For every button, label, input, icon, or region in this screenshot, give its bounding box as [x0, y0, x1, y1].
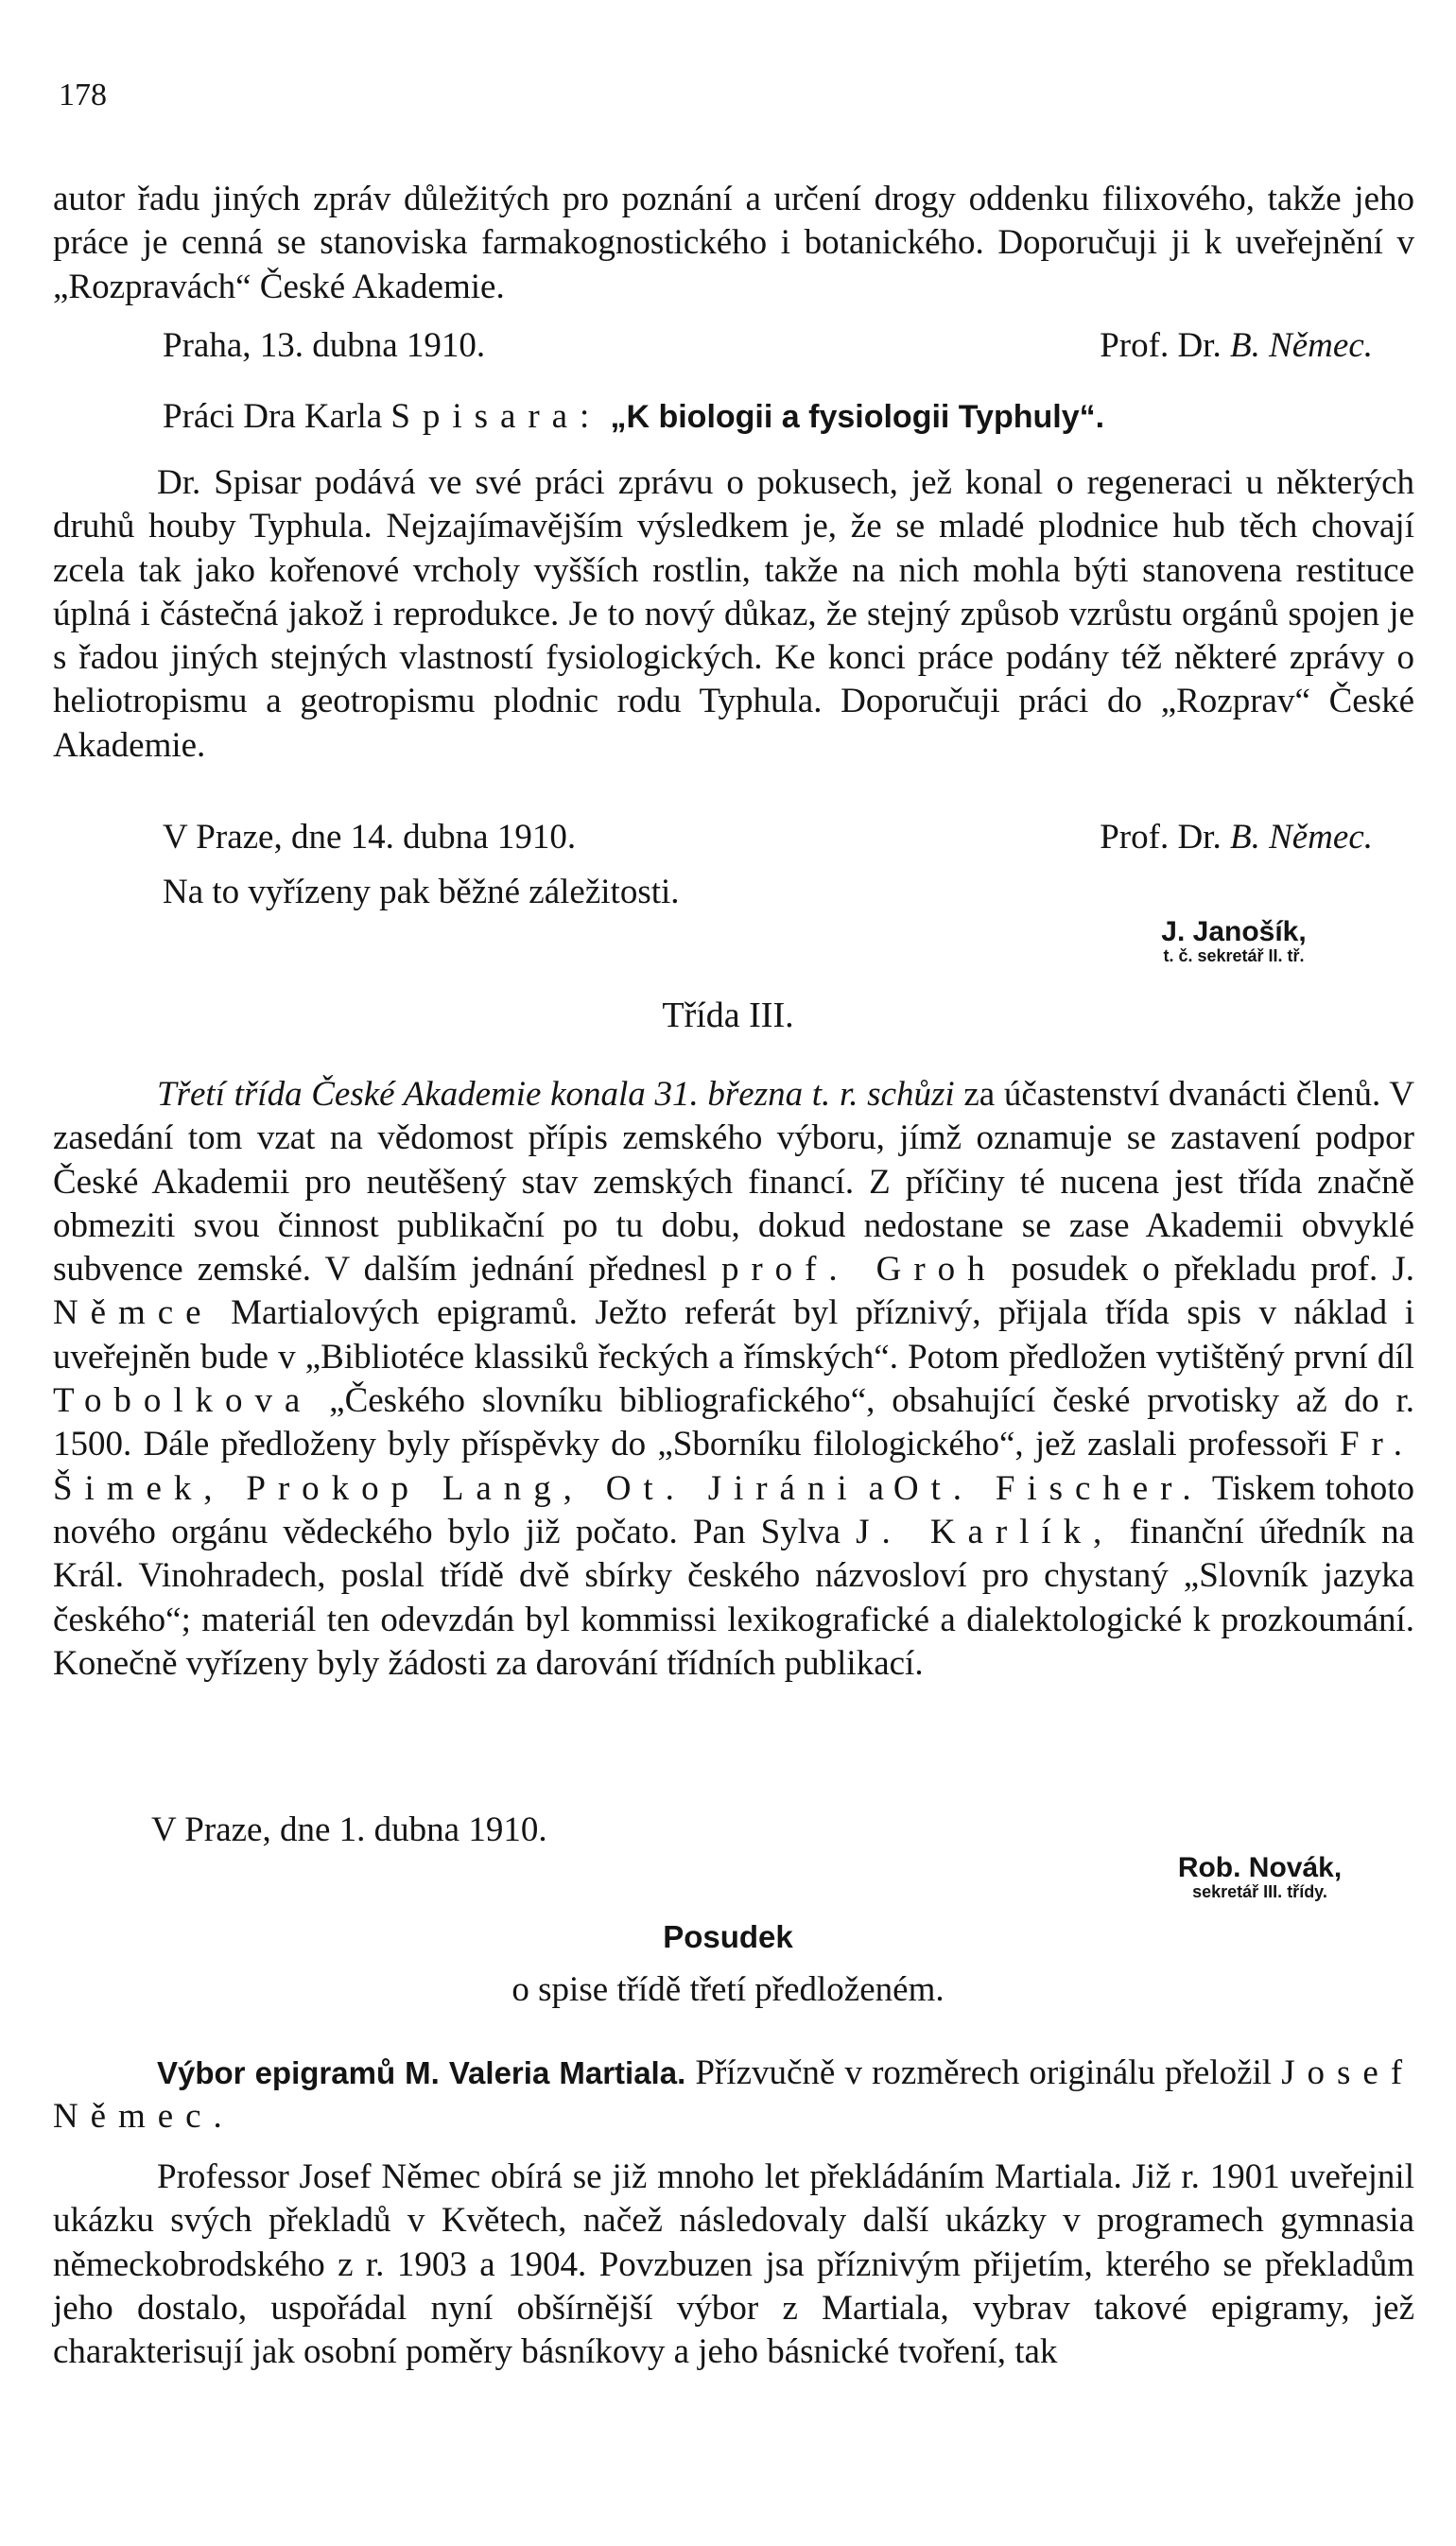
secretary-1-role: t. č. sekretář II. tř. [1163, 945, 1305, 965]
review-body: Professor Josef Němec obírá se již mnoho let překládáním Martiala. Již r. 1901 uveřejnil ukázku svých překladů v Květech, načež následovaly další ukázky v programech gymnasia německobrodského z r. 1903 a 1904. Povzbuzen jsa příznivým přijetím, kterého se překladům jeho dostalo, uspořádal nyní obšírnější výbor z Martiala, vybrav takové epigramy, jež charakterisují jak osobní poměry básníkovy a jeho básnické tvoření, tak [53, 2157, 1414, 2372]
review-heading: Posudek [663, 1919, 793, 1954]
secretary-1-name: J. Janošík, [1161, 916, 1307, 947]
class3-text-c: Martialových epigramů. Ježto referát byl příznivý, přijala třída spis v náklad i uveřejněn bude v „Bibliotéce klassiků řeckých a římských“. Potom předložen vytištěný první díl [53, 1293, 1414, 1377]
signature-1-name: B. Němec. [1229, 326, 1373, 365]
class3-text-d: „Českého slovníku bibliografického“, obsahující české prvotisky až do r. 1500. Dále předloženy byly příspěvky do „Sborníku filologického“, jež zaslali professoři [53, 1381, 1414, 1464]
class3-lead: Třetí třída České Akademie konala 31. března t. r. schůzi [157, 1075, 955, 1114]
signature-1-title: Prof. Dr. [1100, 326, 1222, 365]
signature-2-name: B. Němec. [1229, 818, 1373, 857]
class3-text-f: Tiskem tohoto nového orgánu vědeckého bylo již počato. Pan Sylva [53, 1468, 1414, 1551]
class3-groh: prof. Groh [720, 1250, 997, 1290]
secretary-2-name: Rob. Novák, [1177, 1852, 1343, 1883]
class3-nemec: Němce [53, 1293, 214, 1333]
review-work-paragraph [53, 2052, 1414, 2139]
spisar-work-title: „K biologii a fysiologii Typhuly“. [610, 399, 1105, 435]
class3-paragraph [53, 1073, 1414, 1686]
secretary-2-signature [1130, 1853, 1390, 1900]
class-heading: Třída III. [662, 996, 794, 1035]
intro-paragraph: autor řadu jiných zpráv důležitých pro poznání a určení drogy oddenku filixového, takže jeho práce je cenná se stanoviska farmakognostického i botanického. Doporučuji ji k uveřejnění v „Rozpravách“ České Akademie. [53, 180, 1414, 306]
page-number: 178 [59, 78, 107, 113]
spisar-title-line [163, 395, 1373, 439]
review-work-desc: Přízvučně v rozměrech originálu přeložil [685, 2053, 1282, 2092]
secretary-1-signature [1097, 917, 1371, 964]
class3-karlik: J. Karlík, [856, 1512, 1115, 1551]
signature-line-3: V Praze, dne 1. dubna 1910. [151, 1810, 547, 1849]
spisar-lead: Práci Dra Karla [163, 397, 383, 436]
signature-2-title: Prof. Dr. [1100, 818, 1222, 857]
class3-simek: Fr. Šimek, Prokop Lang, Ot. Jiráni [53, 1425, 1414, 1508]
review-subheading: o spise třídě třetí předloženém. [511, 1970, 945, 2009]
closing-line-1: Na to vyřízeny pak běžné záležitosti. [163, 873, 680, 911]
class3-fischer: Ot. Fischer. [893, 1468, 1204, 1508]
review-work-title: Výbor epigramů M. Valeria Martiala. [157, 2055, 686, 2090]
review-translator: Josef Němec. [53, 2053, 1414, 2137]
spisar-body: Dr. Spisar podává ve své práci zprávu o pokusech, jež konal o regeneraci u některých druhů houby Typhula. Nejzajímavějším výsledkem je, že se mladé plodnice hub těch chovají zcela tak jako kořenové vrcholy vyšších rostlin, takže na nich mohla býti stanovena restituce úplná i částečná jakož i reprodukce. Je to nový důkaz, že stejný způsob vzrůstu orgánů spojen je s řadou jiných stejných vlastností fysiologických. Ke konci práce podány též některé zprávy o heliotropismu a geotropismu plodnic rodu Typhula. Doporučuji práci do „Rozprav“ České Akademie. [53, 463, 1414, 765]
class3-text-e: a [858, 1468, 893, 1508]
class3-text-a: za účastenství dvanácti členů. V zasedání tom vzat na vědomost přípis zemského výboru, jímž oznamuje se zastavení podpor České Akademii pro neutěšený stav zemských financí. Z příčiny té nucena jest třída značně obmeziti svou činnost publikační po tu dobu, dokud nedostane se zase Akademii obvyklé subvence zemské. V dalším jednání přednesl [53, 1075, 1414, 1290]
secretary-2-role: sekretář III. třídy. [1192, 1881, 1327, 1901]
signature-2-place-date: V Praze, dne 14. dubna 1910. [163, 818, 577, 857]
class3-text-g: finanční úředník na Král. Vinohradech, poslal třídě dvě sbírky českého názvosloví pro chystaný „Slovník jazyka českého“; materiál ten odevzdán byl kommissi lexikografické a dialektologické k prozkoumání. Konečně vyřízeny byly žádosti za darování třídních publikací. [53, 1512, 1414, 1683]
signature-line-2 [163, 816, 1373, 859]
class3-tobolka: Tobolkova [53, 1381, 313, 1421]
signature-line-1 [163, 324, 1373, 368]
signature-1-place-date: Praha, 13. dubna 1910. [163, 326, 486, 365]
class3-text-b: posudek o překladu prof. J. [997, 1250, 1415, 1290]
signature-2-author [1100, 816, 1373, 859]
spisar-author: Spisara: [390, 397, 602, 436]
signature-1-author [1100, 324, 1373, 368]
